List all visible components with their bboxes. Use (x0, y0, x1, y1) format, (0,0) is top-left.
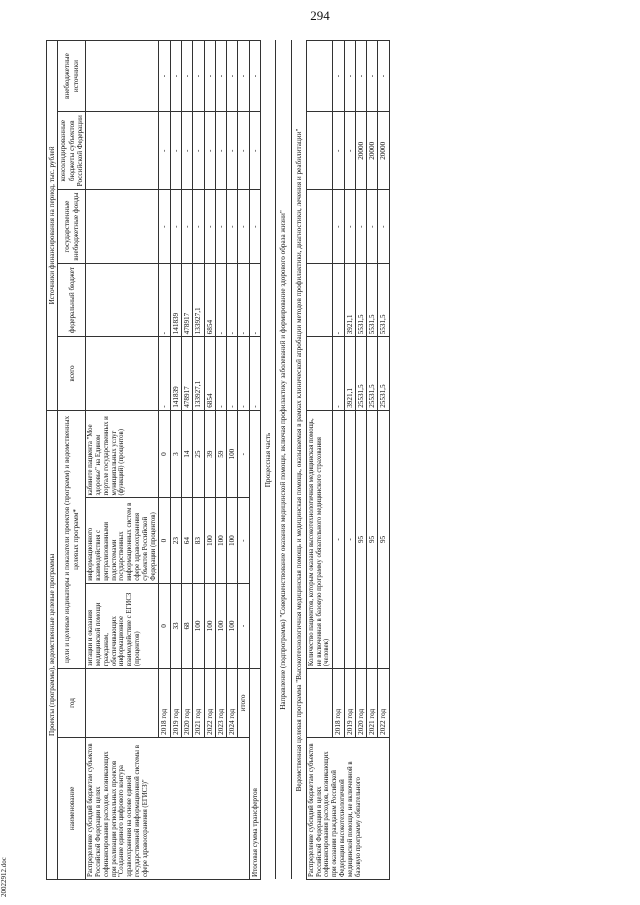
block1-row: 2020 год 68 64 14 478917 478917 - - - (182, 41, 193, 880)
block1-indicator2-header: информационного взаимодействия с централизованными подсистемами государственных информационных систем в сфере здравоохранения субъектов Российской Федерации (процентов) (86, 498, 159, 583)
block1-row: 2021 год 100 83 25 133927,1 133927,1 - - - (193, 41, 204, 880)
header-total: всего (58, 337, 86, 410)
block1-year-spacer (86, 669, 159, 738)
header-name: наименование (58, 737, 86, 879)
footer-filename: 20022912.doc (0, 857, 8, 897)
departmental-program-title: Ведомственная целевая программа "Высокотехнологичная медицинская помощь и медицинская помощь, оказываемая в рамках клинической апробации методов профилактики, диагностики, лечения и реабилитации" (291, 41, 306, 880)
block2-row: 2019 год - 3921,1 3921,1 - - - (344, 41, 355, 880)
header-consolidated: консолидированные бюджеты субъектов Российской Федерации (58, 112, 86, 190)
header-extra: внебюджетные источники (58, 41, 86, 112)
header-federal: федеральный бюджет (58, 263, 86, 336)
block1-row: 2019 год 33 23 3 141839 141839 - - - (170, 41, 181, 880)
page-number: 294 (310, 8, 330, 23)
group-header-financing: Источники финансирования на период, тыс. рублей (47, 41, 58, 411)
header-year: год (58, 669, 86, 738)
rotated-table-container (46, 40, 636, 880)
block1-row-total: итого - - - - - - - - (238, 41, 249, 880)
block1-indicator3-header: кабинете пациента "Мое здоровье" на Едином портале государственных и муниципальных услуг (функций) (процентов) (86, 410, 159, 498)
block2-row: 2022 год 95 25531,5 5531,5 - 20000 - (378, 41, 389, 880)
block2-name: Распределение субсидий бюджетам субъектов Российской Федерации в целях софинансирования расходов, возникающих при оказании гражданам Российской Федерации высокотехнологичной медицинской помощи, не включенной в базовую программу обязательного (306, 737, 389, 879)
block1-indicator1-header: зитации и оказания медицинской помощи гражданам, обеспечивающих информационное взаимодействие с ЕГИСЗ (процентов) (86, 583, 159, 668)
header-state-funds: государственные внебюджетные фонды (58, 190, 86, 263)
group-header-projects: Проекты (программы), ведомственные целевые программы (47, 410, 58, 879)
transfers-total-label: Итоговая сумма трансфертов (249, 669, 260, 880)
direction-title: Направление (подпрограмма) "Совершенствование оказания медицинской помощи, включая профилактику заболеваний и формирование здорового образа жизни" (276, 41, 291, 880)
block1-row: 2018 год 0 0 0 - - - - - (159, 41, 170, 880)
transfers-total-row: Итоговая сумма трансфертов - - - - - (249, 41, 260, 880)
block2-indicator-header: Количество пациентов, которым оказана высокотехнологичная медицинская помощь, не включенная в базовую программу обязательного медицинского страхования (человек) (306, 410, 332, 668)
block2-row: 2021 год 95 25531,5 5531,5 - 20000 - (367, 41, 378, 880)
block1-row: 2024 год 100 100 100 - - - - - (227, 41, 238, 880)
block1-row: 2022 год 100 100 39 6854 6854 - - - (204, 41, 215, 880)
block2-row: 2020 год 95 25531,5 5531,5 - 20000 - (355, 41, 366, 880)
block1-row: 2023 год 100 100 59 - - - - - (215, 41, 226, 880)
section-title: Процессная часть (260, 41, 275, 880)
block2-row: 2018 год - - - - - - (333, 41, 344, 880)
block1-name: Распределение субсидий бюджетам субъектов Российской Федерации в целях софинансирования расходов, возникающих при реализации региональных проектов "Создание единого цифрового контура здравоохранения на основе единой государственной информационной системы в сфере здравоохранения (ЕГИСЗ)" (86, 737, 250, 879)
header-indicators: цели и целевые индикаторы и показатели проектов (программ) и ведомственных целевых программ* (58, 410, 86, 668)
financing-table (46, 40, 390, 880)
